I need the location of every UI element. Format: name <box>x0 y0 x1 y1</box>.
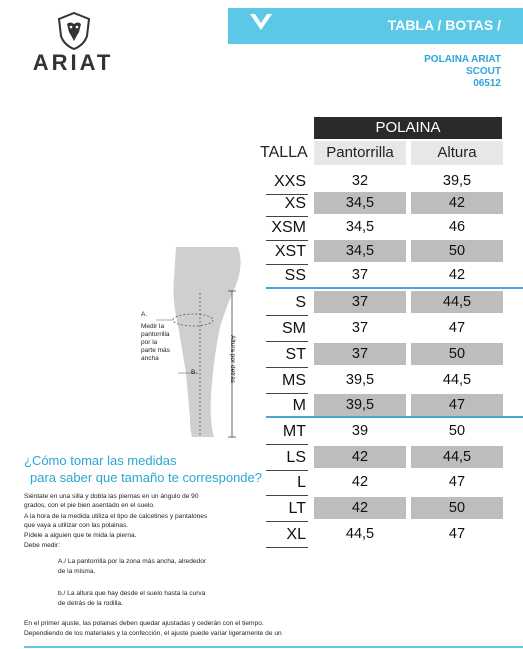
instruction-line: grados, con el pie bien asentado en el suelo. <box>24 502 155 509</box>
instruction-step-b: b./ La altura que hay desde el suelo hasta la curva <box>58 590 206 597</box>
table-row <box>0 418 523 445</box>
pantorrilla-value: 32 <box>351 173 369 189</box>
pantorrilla-value: 39,5 <box>345 372 375 388</box>
diagram-text-a1: Medir la <box>141 323 165 330</box>
pantorrilla-value: 37 <box>314 291 406 313</box>
footer-divider <box>24 646 523 648</box>
horse-shield-icon <box>56 12 92 50</box>
pantorrilla-value: 37 <box>351 320 369 336</box>
instruction-line: que vaya a utilizar con las polainas. <box>24 522 129 529</box>
altura-value: 47 <box>448 474 466 490</box>
size-label: MS <box>282 372 306 389</box>
product-code: 06512 <box>473 78 501 89</box>
instruction-step-a: A./ La pantorrilla por la zona más ancha, alrededor <box>58 558 207 565</box>
pantorrilla-value: 34,5 <box>345 219 375 235</box>
diagram-label-a: A. <box>141 311 148 318</box>
instruction-line: Siéntate en una silla y dobla las piernas en un ángulo de 90 <box>24 493 199 500</box>
table-row <box>0 214 523 241</box>
size-label: S <box>295 294 306 311</box>
column-header-altura: Altura <box>411 141 503 165</box>
table-row <box>0 315 523 342</box>
table-row <box>0 341 523 368</box>
pantorrilla-value: 42 <box>351 474 369 490</box>
size-label: SM <box>282 320 306 337</box>
instruction-note: En el primer ajuste, las polainas deben quedar ajustadas y cederán con el tiempo. <box>24 620 264 627</box>
altura-value: 39,5 <box>442 173 472 189</box>
instruction-line: Pídele a alguien que te mida la pierna. <box>24 532 137 539</box>
table-row <box>0 392 523 419</box>
brand-name: ARIAT <box>32 50 114 75</box>
altura-value: 42 <box>448 267 466 283</box>
instruction-note: Dependiendo de los materiales y la confección, el ajuste puede variar ligeramente de un <box>24 630 282 637</box>
pantorrilla-value: 42 <box>314 497 406 519</box>
size-label: LS <box>286 449 306 466</box>
diagram-text-a3: por la <box>141 339 158 346</box>
pantorrilla-value: 39,5 <box>314 394 406 416</box>
table-row <box>0 190 523 217</box>
product-model: SCOUT <box>466 66 501 77</box>
howto-heading <box>24 452 262 486</box>
altura-value: 50 <box>448 423 466 439</box>
altura-value: 47 <box>448 526 466 542</box>
pantorrilla-value: 37 <box>351 267 369 283</box>
pantorrilla-value: 34,5 <box>314 240 406 262</box>
header-banner <box>228 8 523 44</box>
size-label: M <box>292 397 306 414</box>
size-label: XS <box>284 195 306 212</box>
column-header-pantorrilla: Pantorrilla <box>314 141 406 165</box>
size-label: XSM <box>271 219 306 236</box>
size-label: SS <box>284 267 306 284</box>
size-label: XXS <box>273 173 306 190</box>
size-label: L <box>297 474 306 491</box>
howto-heading-line-2: para saber que tamaño te corresponde? <box>30 470 262 485</box>
size-label: MT <box>282 423 306 440</box>
diagram-text-a2: pantorrilla <box>141 331 170 338</box>
diagram-height-label: Altura por detrás <box>229 335 236 384</box>
table-row <box>0 367 523 394</box>
altura-value: 50 <box>411 240 503 262</box>
instruction-line: Debe medir: <box>24 542 60 549</box>
table-group-title: POLAINA <box>314 117 502 139</box>
pantorrilla-value: 39 <box>351 423 369 439</box>
pantorrilla-value: 37 <box>314 343 406 365</box>
chevron-down-icon <box>250 8 272 38</box>
size-label: XST <box>274 243 306 260</box>
diagram-text-a5: ancha <box>141 355 159 362</box>
altura-value: 47 <box>448 320 466 336</box>
altura-value: 50 <box>411 343 503 365</box>
instruction-line: A la hora de la medida utiliza el tipo de calcetines y pantalones <box>24 513 208 520</box>
altura-value: 44,5 <box>411 291 503 313</box>
pantorrilla-value: 42 <box>314 446 406 468</box>
altura-value: 44,5 <box>442 372 472 388</box>
table-row <box>0 262 523 289</box>
table-row <box>0 289 523 316</box>
size-column-label: TALLA <box>260 144 308 161</box>
size-label: LT <box>288 500 306 517</box>
altura-value: 46 <box>448 219 466 235</box>
pantorrilla-value: 34,5 <box>314 192 406 214</box>
altura-value: 50 <box>411 497 503 519</box>
pantorrilla-value: 44,5 <box>345 526 375 542</box>
size-label: ST <box>285 346 306 363</box>
diagram-text-a4: parte más <box>141 347 170 354</box>
size-label: XL <box>286 526 306 543</box>
instruction-step-b: de detrás de la rodilla. <box>58 600 123 607</box>
howto-heading-line-1: ¿Cómo tomar las medidas <box>24 453 177 468</box>
altura-value: 47 <box>411 394 503 416</box>
banner-title: TABLA / BOTAS / <box>387 17 501 33</box>
altura-value: 44,5 <box>411 446 503 468</box>
diagram-label-b: B. <box>191 369 198 376</box>
instruction-step-a: de la misma. <box>58 568 96 575</box>
table-row <box>0 238 523 265</box>
product-title: POLAINA ARIAT <box>424 54 501 65</box>
altura-value: 42 <box>411 192 503 214</box>
